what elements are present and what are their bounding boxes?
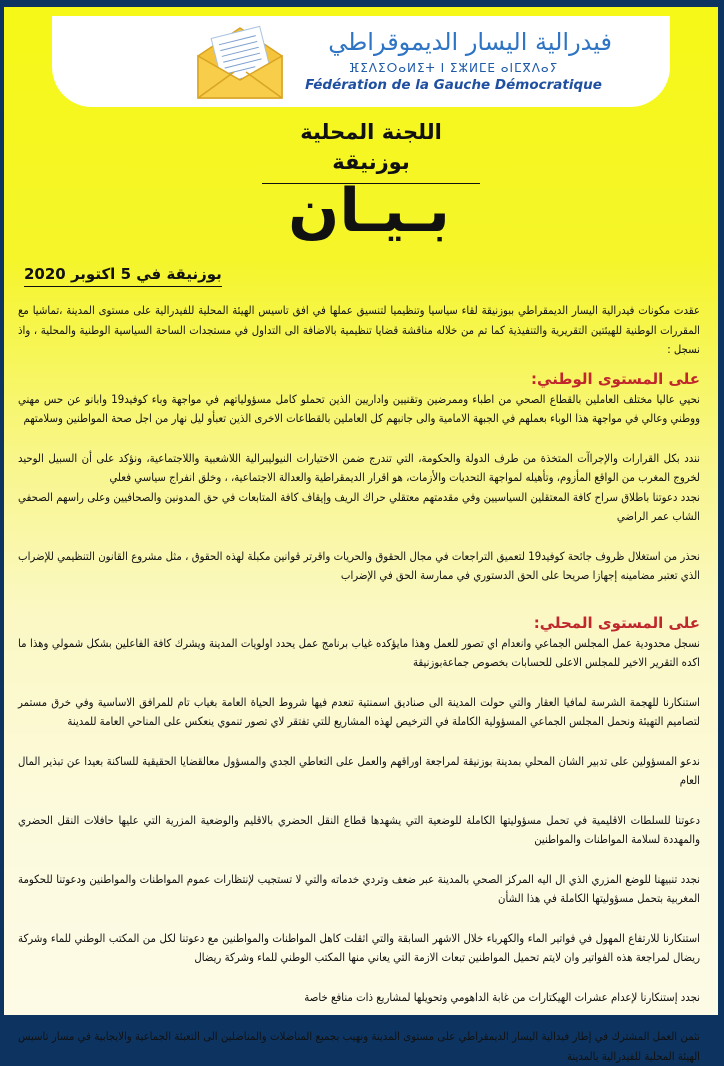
intro-paragraph: عقدت مكونات فيدرالية اليسار الديمقراطي ببوزنيقة لقاء سياسيا وتنظيميا لتنسيق عملها في افق تاسيس الهيئة المحلية للفيدرالية على مستوى المدينة ،تماشيا مع المقررات الوطنية للهيئتين التقريرية والتنفيذية كما تم من خلاله مناقشة قضايا تنظيمية بالاضافة الى التداول في مستجدات الساحة السياسية الوطنية والمحلية ، واذ نسجل : (18, 304, 700, 356)
statement-body (18, 301, 700, 1066)
logo-tifinagh-name: ⴼⵉⴷⵉⵔⴰⵍⵉⵜ ⵏ ⵉⵣⵍⵎⴹ ⴰⵏⵎⴳⴷⴰⵢ (348, 61, 559, 75)
statement-title: بـيـان (288, 176, 450, 246)
envelope-letter-icon (190, 22, 290, 102)
local-paragraph: استنكارنا للارتفاع المهول في فواتير الماء والكهرباء خلال الاشهر السابقة والتي اثقلت كاهل المواطنات والمواطنين مع دعوتنا لكل من المكتب الوطني للماء وشركة ريضال لمراجعة هذه الفواتير وان لايتم تحميل المواطنين تبعات الازمة التي يعاني منها المكتب الوطني للماء وشركة ريضال (18, 931, 700, 964)
local-paragraph: نسجل محدودية عمل المجلس الجماعي وانعدام اي تصور للعمل وهذا مايؤكده غياب برنامج عمل يحدد اولويات المدينة ويشرك كافة الفاعلين بشكل شمولي وهذا ما اكده التقرير الاخير للمجلس الاعلى للحسابات بخصوص جماعةبوزنيقة (18, 636, 700, 669)
national-paragraph: نحذر من استغلال ظروف جائحة كوفيد19 لتعميق التراجعات في مجال الحقوق والحريات واقرتر قوانين مكبلة لهذه الحقوق ، مثل مشروع القانون التنظيمي للإضراب الذي تعتبر مضامينه إجهازا صريحا على الحق الدستوري في ممارسة الحق في الإضراب (18, 549, 701, 582)
local-paragraph: استنكارنا للهجمة الشرسة لمافيا العقار والتي حولت المدينة الى صناديق اسمنتية تنعدم فيها شروط الحياة العامة بغياب تام للمرافق الاساسية وفي خرق مستمر لتصاميم التهيئة ونحمل المجلس الجماعي المسؤولية الكاملة في الترخيص لهذه المشاريع للتي تفتقر لاي تصور تنموي ينعكس على المناحي العامة للمدينة (18, 695, 700, 728)
logo-header (52, 16, 670, 107)
logo-french-name: Fédération de la Gauche Démocratique (305, 77, 602, 93)
local-paragraph: ندعو المسؤولين على تدبير الشان المحلي بمدينة بوزنيقة لمراجعة اوراقهم والعمل على التعاطي الجدي والمسؤول معالقضايا الحقيقية للساكنة بعيدا عن تبذير المال العام (18, 754, 700, 787)
logo-arabic-name: فيدرالية اليسار الديموقراطي (328, 28, 612, 56)
local-level-heading: على المستوى المحلي: (533, 613, 700, 632)
committee-heading: اللجنة المحلية بوزنيقة (262, 117, 480, 184)
national-paragraph: نجدد دعوتنا باطلاق سراح كافة المعتقلين السياسيين وفي مقدمتهم معتقلي حراك الريف وإيقاف كافة المتابعات في حق المدونين والصحافيين وعلى راسهم الصحفي الشاب عمر الراضي (18, 490, 700, 523)
local-paragraph: دعوتنا للسلطات الاقليمية في تحمل مسؤوليتها الكاملة للوضعية التي يشهدها قطاع النقل الحضري بالاقليم والوضعية المزرية التي عليها حافلات النقل الحضري والمهددة لسلامة المواطنات والمواطنين (18, 813, 700, 846)
national-level-heading: على المستوى الوطني: (531, 369, 700, 388)
national-paragraph: نندد بكل القرارات والإجراآت المتخذة من طرف الدولة والحكومة، التي تندرج ضمن الاختيارات النيوليبرالية اللاشعبية واللاجتماعية، ونؤكد على أن السبيل الوحيد لخروج المغرب من الواقع المأزوم، وتأهيله لمواجهة التحديات والأزمات، هو اقرار الديمقراطية والعدالة الاجتماعية، ، وخلق انفراج سياسي فعلي (18, 451, 700, 484)
local-paragraph: نجدد إستنكارنا لإعدام عشرات الهيكتارات من غابة الداهومي وتحويلها لمشاريع ذات منافع خاصة (304, 990, 700, 1004)
local-paragraph: نثمن العمل المشترك في إطار فيدالية اليسار الديمقراطي على مستوى المدينة ونهيب بجميع المناضلات والمناضلين الى التعبئة الجماعية والايجابية في مسار تاسيس الهيئة المحلية للفيدرالية بالمدينة (18, 1030, 700, 1063)
local-paragraph: نجدد تنبيهنا للوضع المزري الذي ال اليه المركز الصحي بالمدينة عبر ضعف وتردي خدماته والتي لا تستجيب لإنتظارات عموم المواطنات والمواطنين ودعوتنا للحكومة المغربية بتحمل مسؤوليتها الكاملة في هذا الشأن (18, 872, 700, 905)
statement-date: بوزنيقة في 5 اكتوبر 2020 (24, 263, 222, 287)
statement-sheet (4, 7, 718, 1063)
national-paragraph: نحيي عاليا مختلف العاملين بالقطاع الصحي من اطباء وممرضين وتقنيين واداريين الذين تحملو كامل مسؤولياتهم في مواجهة وباء كوفيد19 وابانو عن حس مهني ووطني وعالي في مواجهة هذا الوباء بعملهم في الجبهة الامامية والى جانبهم كل العاملين بالقطاعات الاخرى الذين تعبأو ليل نهار من اجل صحة المواطنين وسلامتهم (18, 392, 700, 425)
